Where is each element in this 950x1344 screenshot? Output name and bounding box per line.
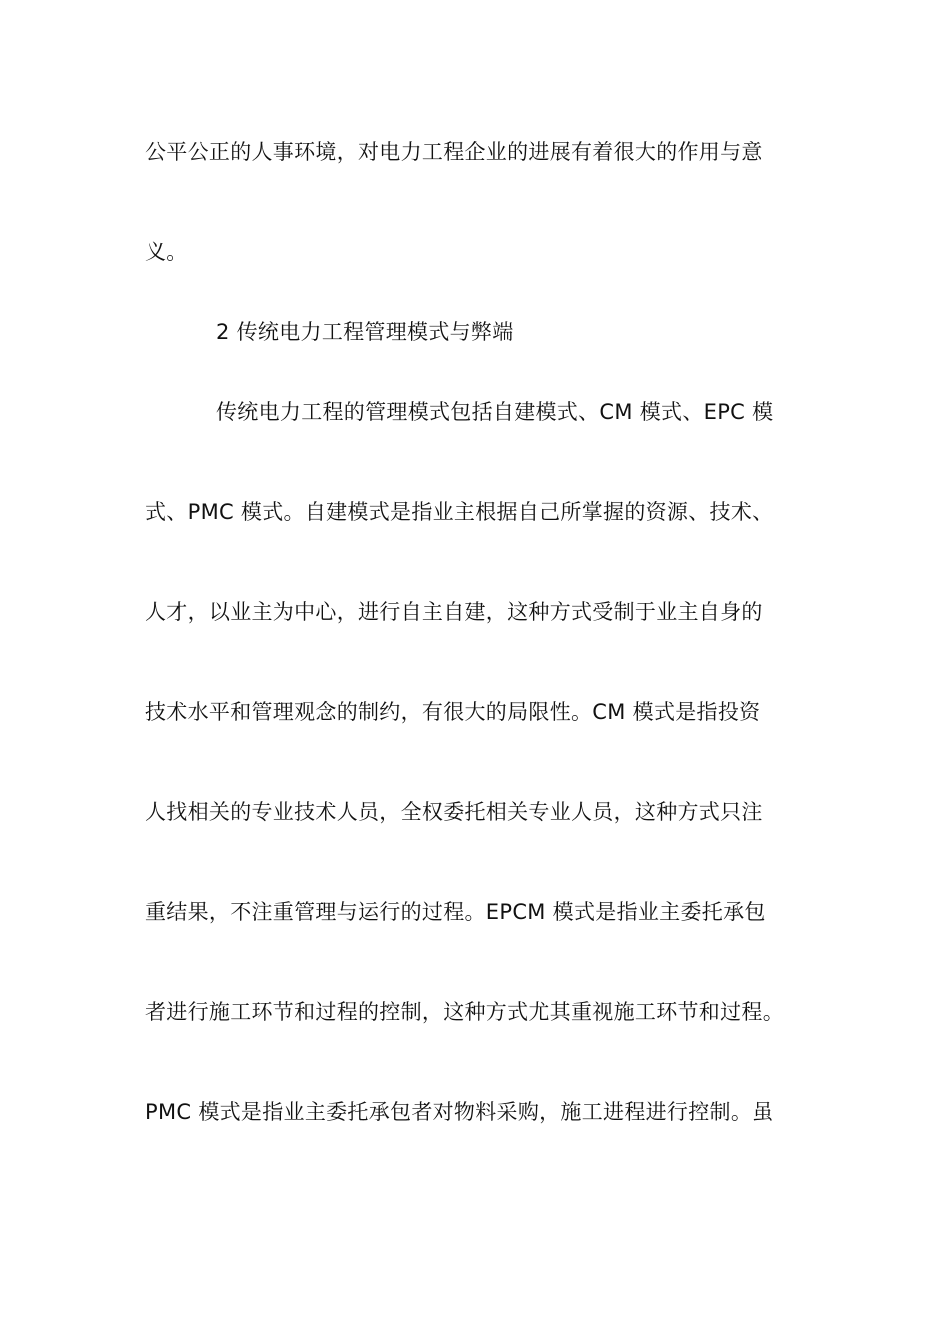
paragraph-line: 义。: [145, 240, 188, 264]
paragraph-line: PMC 模式是指业主委托承包者对物料采购，施工进程进行控制。虽: [145, 1100, 774, 1124]
paragraph-line: 人才，以业主为中心，进行自主自建，这种方式受制于业主自身的: [145, 600, 763, 624]
paragraph-line: 人找相关的专业技术人员，全权委托相关专业人员，这种方式只注: [145, 800, 763, 824]
paragraph-line: 者进行施工环节和过程的控制，这种方式尤其重视施工环节和过程。: [145, 1000, 784, 1024]
paragraph-line: 重结果，不注重管理与运行的过程。EPCM 模式是指业主委托承包: [145, 900, 766, 924]
paragraph-line: 技术水平和管理观念的制约，有很大的局限性。CM 模式是指投资: [145, 700, 761, 724]
section-heading: 2 传统电力工程管理模式与弊端: [216, 320, 514, 344]
paragraph-line: 式、PMC 模式。自建模式是指业主根据自己所掌握的资源、技术、: [145, 500, 774, 524]
paragraph-line: 公平公正的人事环境，对电力工程企业的进展有着很大的作用与意: [145, 140, 763, 164]
paragraph-line: 传统电力工程的管理模式包括自建模式、CM 模式、EPC 模: [216, 400, 774, 424]
